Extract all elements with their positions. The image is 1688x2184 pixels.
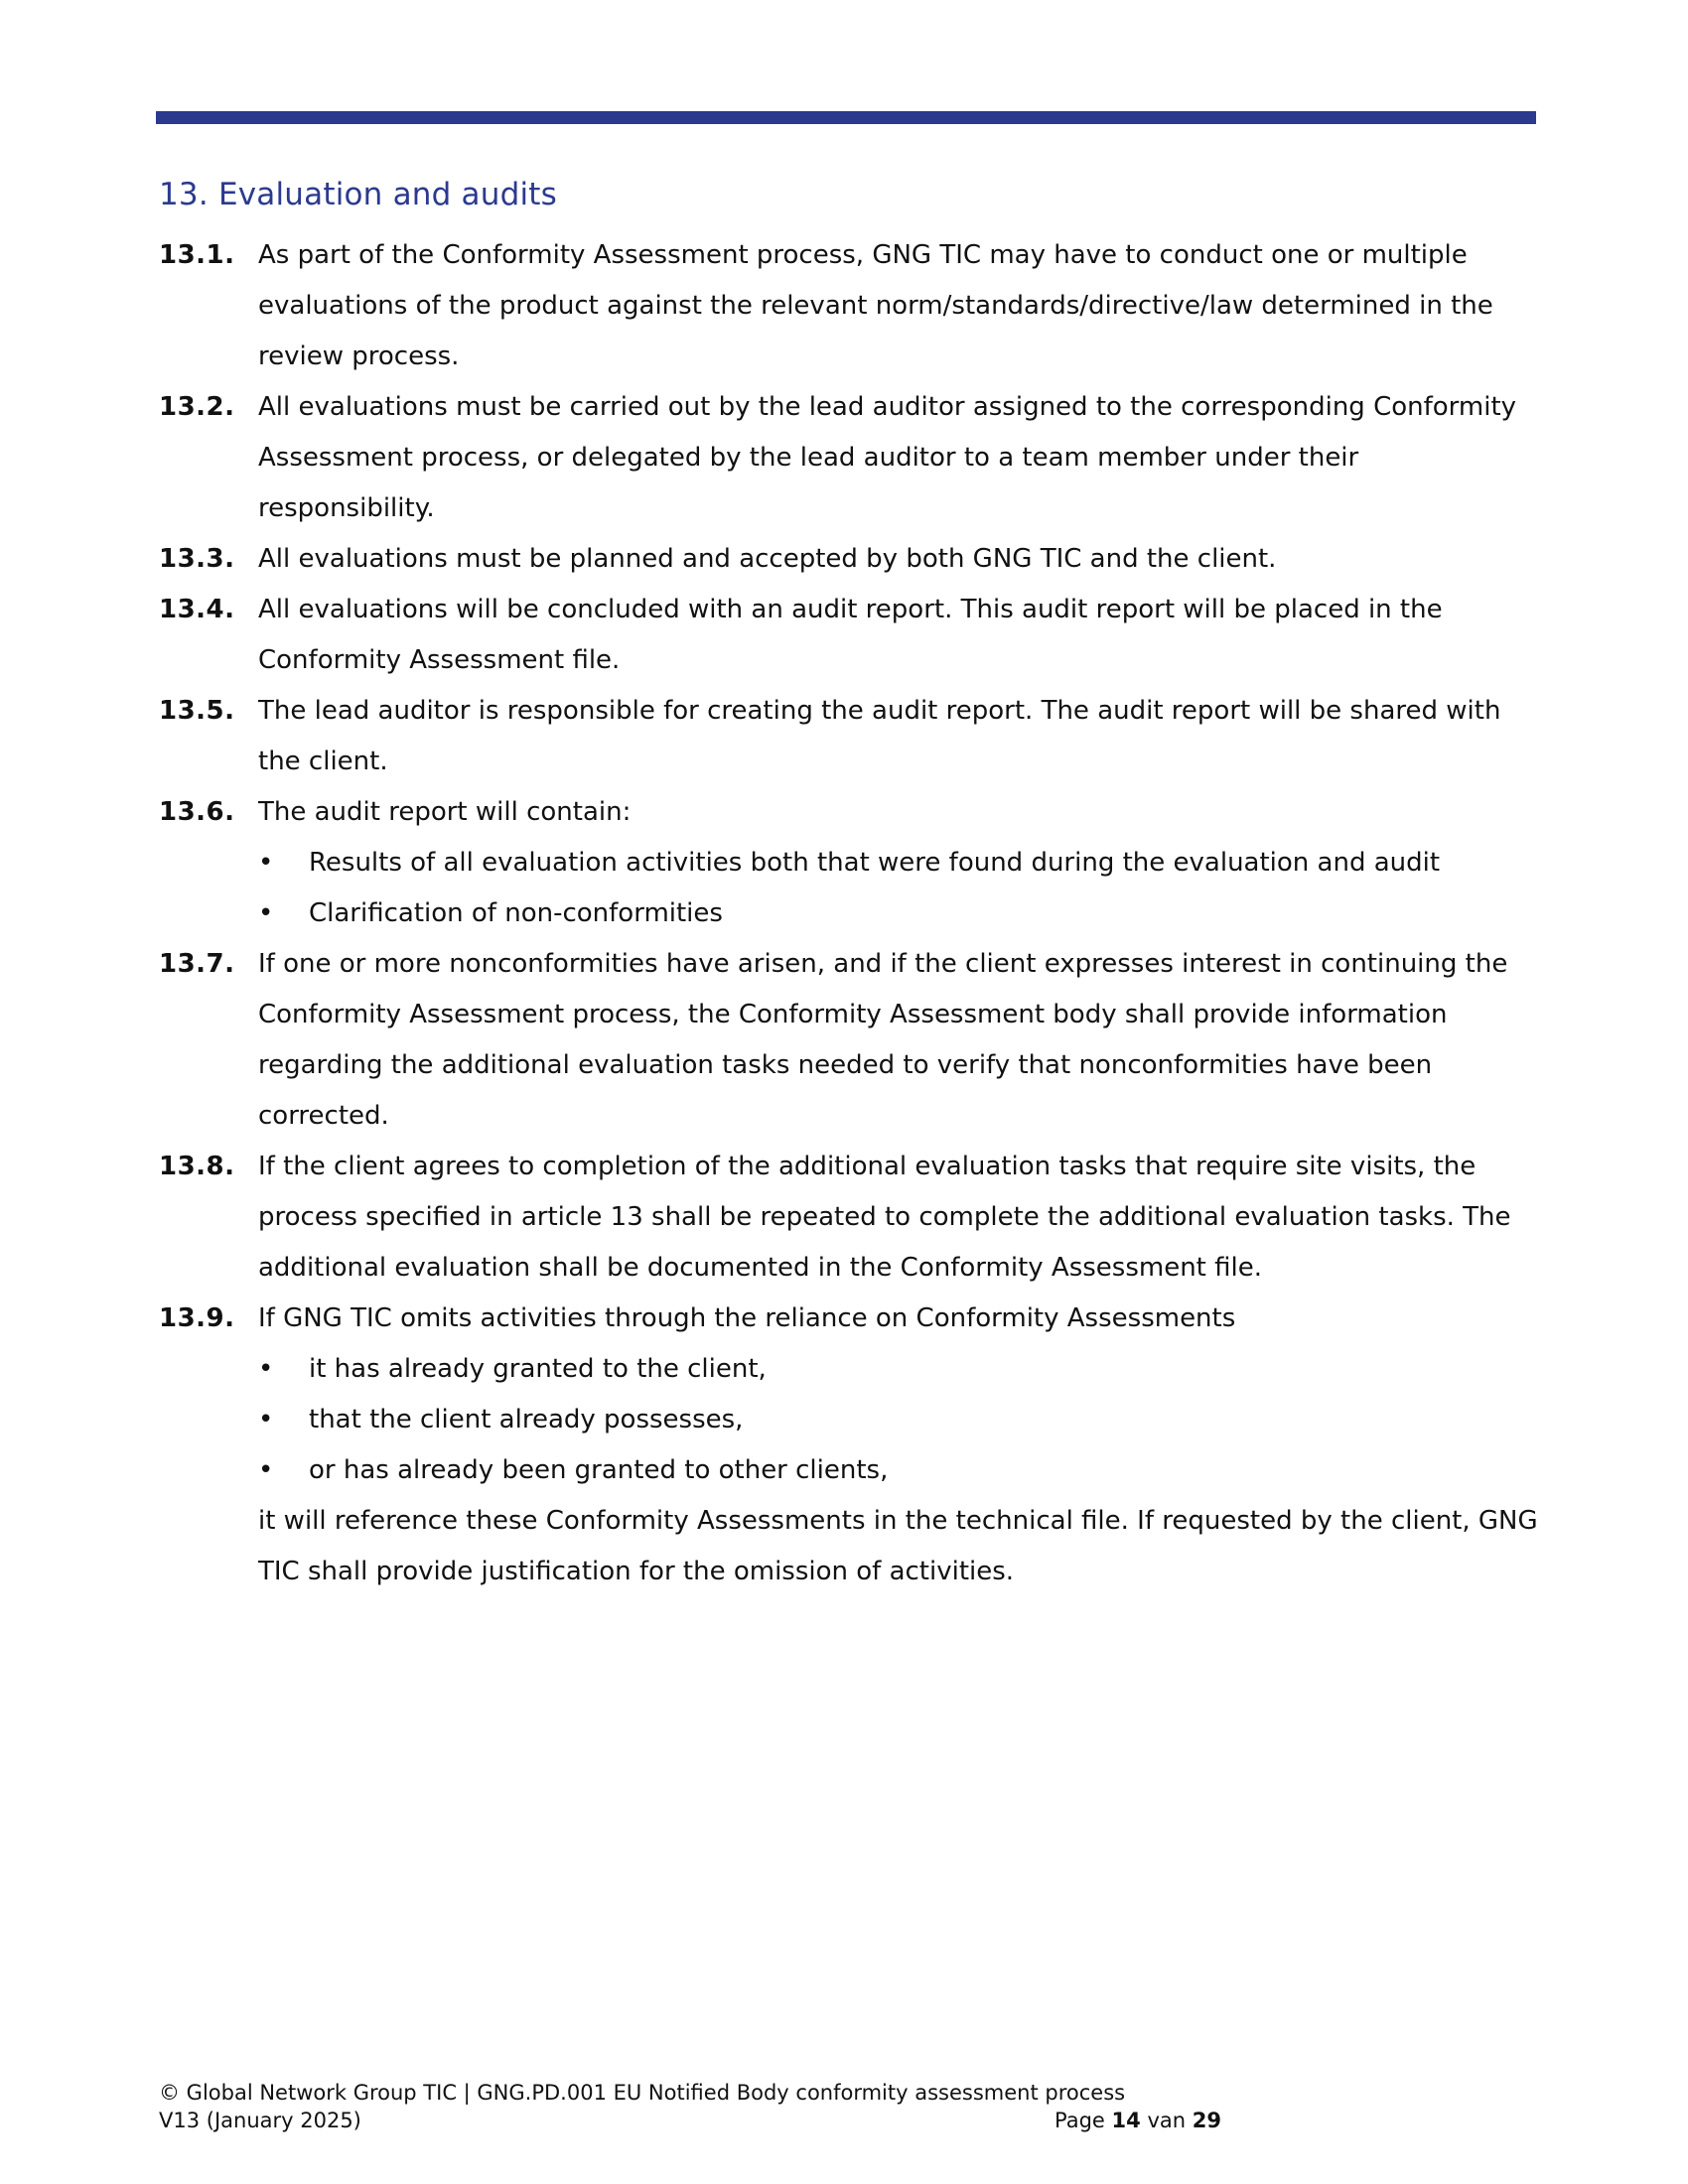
item-number: 13.1.	[159, 240, 235, 270]
list-item-13-8	[159, 1142, 1539, 1294]
item-number: 13.5.	[159, 696, 235, 726]
list-item-13-7	[159, 939, 1539, 1142]
list-item-13-1	[159, 230, 1539, 382]
list-item-13-9	[159, 1294, 1539, 1597]
page-separator: van	[1147, 2109, 1187, 2132]
item-text: The lead auditor is responsible for creating the audit report. The audit report will be shared with the client.	[258, 696, 1501, 776]
item-trailing-text: it will reference these Conformity Assessments in the technical file. If requested by the client, GNG TIC shall provide justification for the omission of activities.	[258, 1506, 1538, 1586]
item-text: As part of the Conformity Assessment process, GNG TIC may have to conduct one or multiple evaluations of the product against the relevant norm/standards/directive/law determined in the review process.	[258, 240, 1493, 371]
numbered-list	[159, 230, 1539, 1597]
list-item-13-6	[159, 787, 1539, 939]
bullet-item: • Clarification of non-conformities	[258, 888, 1539, 939]
item-number: 13.7.	[159, 949, 235, 979]
list-item-13-2	[159, 382, 1539, 534]
bullet-item: • or has already been granted to other clients,	[258, 1445, 1539, 1496]
list-item-13-5	[159, 686, 1539, 787]
bullet-item: • that the client already possesses,	[258, 1395, 1539, 1445]
bullet-list	[258, 1344, 1539, 1496]
item-number: 13.4.	[159, 595, 235, 624]
bullet-list	[258, 838, 1539, 939]
item-number: 13.3.	[159, 544, 235, 574]
item-text: If one or more nonconformities have arisen, and if the client expresses interest in continuing the Conformity Assessment process, the Conformity Assessment body shall provide information regarding the additional evaluation tasks needed to verify that nonconformities have been corrected.	[258, 949, 1508, 1131]
page-total: 29	[1192, 2109, 1221, 2132]
item-number: 13.8.	[159, 1152, 235, 1181]
section-title: 13. Evaluation and audits	[159, 177, 557, 212]
footer-copyright: © Global Network Group TIC | GNG.PD.001 EU Notified Body conformity assessment process	[159, 2081, 1126, 2105]
page-label: Page	[1055, 2109, 1105, 2132]
item-text: The audit report will contain:	[258, 797, 632, 827]
list-item-13-3	[159, 534, 1539, 585]
footer-copyright-row	[159, 2079, 1251, 2107]
page-footer	[159, 2079, 1251, 2134]
page-number	[1055, 2107, 1221, 2134]
footer-version: V13 (January 2025)	[159, 2109, 361, 2132]
footer-version-row	[159, 2107, 1251, 2134]
list-item-13-4	[159, 585, 1539, 686]
bullet-item: • it has already granted to the client,	[258, 1344, 1539, 1395]
header-rule	[156, 111, 1536, 124]
item-text: If GNG TIC omits activities through the reliance on Conformity Assessments	[258, 1303, 1236, 1333]
item-number: 13.9.	[159, 1303, 235, 1333]
item-number: 13.6.	[159, 797, 235, 827]
item-text: All evaluations will be concluded with an audit report. This audit report will be placed in the Conformity Assessment file.	[258, 595, 1443, 675]
item-text: If the client agrees to completion of the additional evaluation tasks that require site visits, the process specified in article 13 shall be repeated to complete the additional evaluation tasks. The additional evaluation shall be documented in the Conformity Assessment file.	[258, 1152, 1511, 1283]
page-current: 14	[1111, 2109, 1141, 2132]
item-number: 13.2.	[159, 392, 235, 422]
item-text: All evaluations must be planned and accepted by both GNG TIC and the client.	[258, 544, 1277, 574]
bullet-item: • Results of all evaluation activities both that were found during the evaluation and audit	[258, 838, 1539, 888]
item-text: All evaluations must be carried out by the lead auditor assigned to the corresponding Conformity Assessment process, or delegated by the lead auditor to a team member under their responsibility.	[258, 392, 1517, 523]
